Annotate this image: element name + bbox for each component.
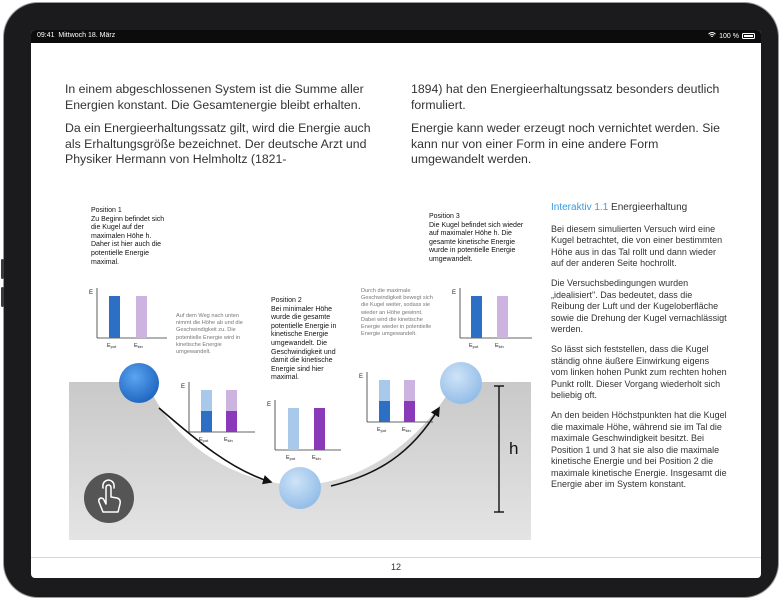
bar-ekin-top: [404, 380, 415, 401]
label-epot: Epot: [469, 343, 479, 349]
page-number: 12: [390, 562, 401, 572]
sidebar-paragraph: Bei diesem simulierten Versuch wird eine Kugel betrachtet, die von einer bestimmten Höhe aus in das Tal rollt und dann wieder auf der anderen Seite hochrollt.: [551, 223, 723, 269]
sidebar-title: [551, 202, 727, 214]
valley-ground: [69, 382, 531, 540]
sidebar: [551, 202, 727, 499]
bar-ekin: [497, 296, 508, 338]
paragraph: 1894) hat den Energieerhaltungssatz besonders deutlich formuliert.: [411, 82, 720, 112]
ball-position-3: [440, 362, 482, 404]
interactive-button[interactable]: [84, 473, 134, 523]
bar-ekin-bottom: [226, 411, 237, 432]
status-time: 09:41: [37, 32, 55, 39]
bar-epot: [288, 408, 299, 450]
paragraph: In einem abgeschlossenen System ist die Summe aller Energien konstant. Die Gesamtenergie bleibt erhalten.: [65, 82, 364, 112]
paragraph: Energie kann weder erzeugt noch vernichtet werden. Sie kann nur von einer Form in eine andere Form umgewandelt werden.: [411, 121, 720, 167]
energy-chart-1: [89, 288, 167, 349]
label-epot: Epot: [377, 427, 387, 433]
label-ekin: Ekin: [402, 427, 411, 433]
energy-chart-descending: [181, 382, 255, 443]
bar-ekin: [314, 408, 325, 450]
label-ekin: Ekin: [134, 343, 143, 349]
energy-chart-ascending: [359, 372, 433, 433]
label-epot: Epot: [107, 343, 117, 349]
label-ekin: Ekin: [224, 437, 233, 443]
bar-epot: [109, 296, 120, 338]
label-ekin: Ekin: [495, 343, 504, 349]
label-epot: Epot: [199, 437, 209, 443]
bar-epot-bottom: [379, 401, 390, 422]
axis-e: E: [359, 374, 364, 380]
sidebar-paragraph: An den beiden Höchstpunkten hat die Kugel die maximale Höhe, während sie im Tal die maximale Geschwindigkeit besitzt. Bei Position 1 und 3 hat sie also die maximale kinetische Energie und bei Position 2 die maximale kinetische Energie. Insgesamt die Energie aber im System konstant.: [551, 409, 727, 490]
battery-level: 100 %: [719, 32, 739, 40]
sidebar-paragraph: Die Versuchsbedingungen wurden „idealisiert". Das bedeutet, dass die Reibung der Luft und der Kugeloberfläche sowie die Drehung der Kugel vernachlässigt werden.: [551, 277, 727, 335]
ball-position-2: [279, 467, 321, 509]
label-ekin: Ekin: [312, 455, 321, 461]
sidebar-heading: Energieerhaltung: [611, 202, 688, 213]
volume-button: [1, 287, 4, 307]
bar-epot-bottom: [201, 411, 212, 432]
note-descending: Auf dem Weg nach unten nimmt die Höhe ab und die Geschwindigkeit zu. Die potentielle Energie wird in kinetische Energie umgewandelt.: [176, 313, 243, 356]
paragraph: Da ein Energieerhaltungssatz gilt, wird die Energie auch als Erhaltungsgröße bezeichnet. Der deutsche Arzt und Physiker Hermann von Helmholtz (1821-: [65, 121, 371, 167]
status-date: Mittwoch 18. März: [58, 32, 116, 39]
interactive-label: Interaktiv 1.1: [551, 202, 609, 213]
bar-ekin: [136, 296, 147, 338]
sidebar-paragraph: So lässt sich feststellen, dass die Kugel ständig ohne äußere Einwirkung eigens vom linken hohen Punkt zum rechten hohen Punkt rollt. Dieser Vorgang wiederholt sich beliebig oft.: [551, 343, 727, 401]
bar-epot: [471, 296, 482, 338]
label-epot: Epot: [286, 455, 296, 461]
position-1-label: Position 1 Zu Beginn befindet sich die Kugel auf der maximalen Höhe h. Daher ist hier auch die potentielle Energie maximal.: [91, 207, 165, 266]
energy-chart-3: [452, 288, 532, 349]
bar-epot-top: [379, 380, 390, 401]
axis-e: E: [181, 384, 186, 390]
height-label: h: [509, 439, 519, 458]
axis-e: E: [267, 402, 272, 408]
bar-ekin-bottom: [404, 401, 415, 422]
ball-position-1: [119, 363, 159, 403]
position-2-label: Position 2 Bei minimaler Höhe wurde die gesamte potentielle Energie in kinetische Energie umgewandelt. Die Geschwindigkeit und damit die kinetische Energie sind hier maximal.: [271, 297, 337, 382]
screen: [31, 30, 761, 578]
footer-divider: [31, 557, 761, 558]
position-3-label: Position 3 Die Kugel befindet sich wieder auf maximaler Höhe h. Die gesamte kinetische Energie wurde in potentielle Energie umgewandelt.: [429, 213, 524, 263]
volume-button: [1, 259, 4, 279]
energy-chart-2: [267, 400, 341, 461]
bar-ekin-top: [226, 390, 237, 411]
ipad-frame: [4, 3, 778, 597]
axis-e: E: [452, 290, 457, 296]
bar-epot-top: [201, 390, 212, 411]
note-ascending: Durch die maximale Geschwindigkeit bewegt sich die Kugel weiter, sodass sie wieder an Höhe gewinnt. Dabei wird die kinetische Energie wieder in potentielle Energie umgewandelt.: [361, 288, 433, 338]
axis-e: E: [89, 290, 94, 296]
